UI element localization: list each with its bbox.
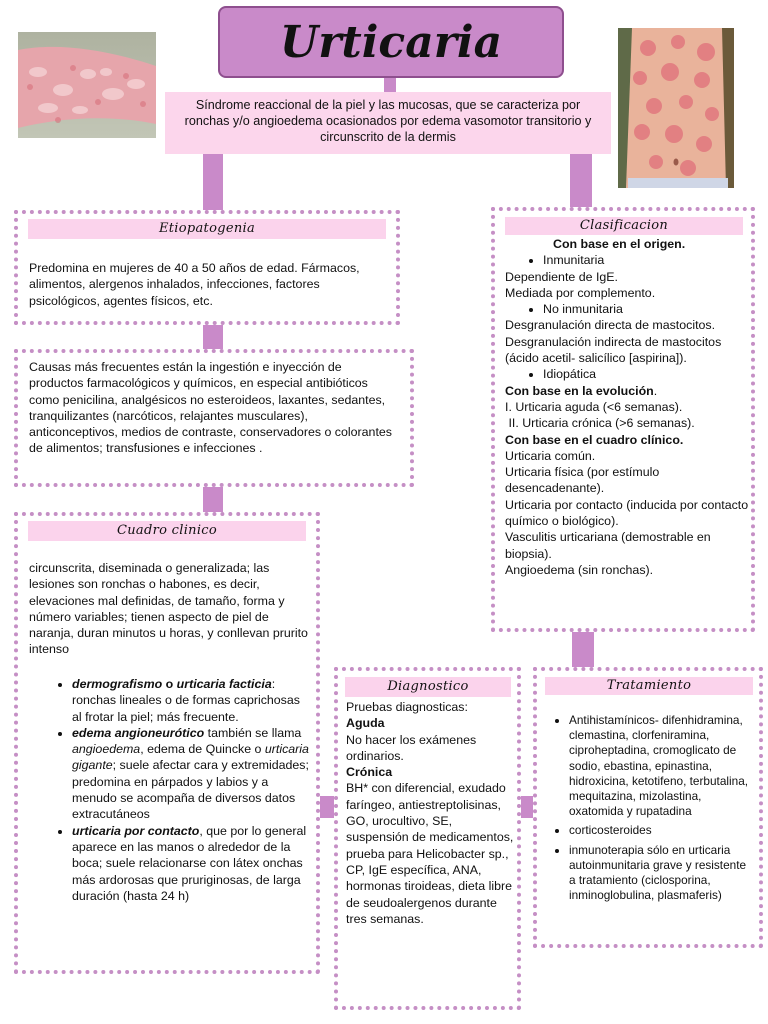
edema-desc-part: también se llama <box>204 725 302 740</box>
cuadro-clinico-list <box>58 676 310 904</box>
term-dermografismo: dermografismo <box>72 677 163 691</box>
list-item <box>72 676 310 725</box>
list-item <box>72 725 310 823</box>
cuadro-clinico-intro: circunscrita, diseminada o generalizada; las lesiones son ronchas o habones, es decir, elevaciones mal definidas, de tamaño, forma y número variables; tienen aspecto de piel de naranja, duran minutos u horas, y conllevan prurito intenso <box>29 561 308 657</box>
arm-urticaria-photo <box>18 32 156 138</box>
connector-clasificacion <box>570 154 592 210</box>
clinico-heading: Con base en el cuadro clínico. <box>505 432 684 447</box>
title-banner <box>218 6 564 78</box>
etiopatogenia-text: Predomina en mujeres de 40 a 50 años de edad. Fármacos, alimentos, alergenos inhalados, infecciones, factores psicológicos, agentes físicos, etc. <box>29 261 360 308</box>
diagnostico-heading: Diagnostico <box>345 677 511 697</box>
origen-heading: Con base en el origen. <box>553 237 686 251</box>
clasificacion-content <box>505 236 749 578</box>
vasculitis-text: Vasculitis urticariana (demostrable en biopsia). <box>505 530 711 561</box>
edema-desc-part: ; suele afectar cara y extremidades; predomina en párpados y labios y a menudo se acompaña de diversos datos extracutáneos <box>72 758 309 822</box>
list-item: • No inmunitaria <box>543 301 749 317</box>
cronica-label: Crónica <box>346 765 393 780</box>
clasificacion-heading: Clasificacion <box>505 217 743 235</box>
term-connector: o <box>162 677 177 691</box>
aguda-desc: No hacer los exámenes ordinarios. <box>346 732 477 763</box>
etiopatogenia-box <box>14 210 400 325</box>
causas-box <box>14 349 414 487</box>
diagnostico-content <box>346 699 516 927</box>
list-item: • corticosteroides <box>569 823 750 838</box>
term-urticaria-facticia: urticaria facticia <box>176 677 272 691</box>
definition-box <box>165 92 611 154</box>
clasificacion-box <box>491 207 755 632</box>
cuadro-clinico-box <box>14 512 320 974</box>
definition-text: Síndrome reaccional de la piel y las mucosas, que se caracteriza por ronchas y/o angioedema ocasionados por edema vasomotor transitorio y circunscrito de la dermis <box>184 98 592 144</box>
causas-text: Causas más frecuentes están la ingestión e inyección de productos farmacológicos y químicos, en especial antibióticos como penicilina, analgésicos no esteroideos, laxantes, sedantes, tranquilizantes (narcóticos, relajantes musculares), anticonceptivos, medios de contraste, conservadores o colorantes de alimentos; transfusiones e infecciones . <box>29 360 392 456</box>
cronica-text: II. Urticaria crónica (>6 semanas). <box>505 416 695 431</box>
evolucion-heading: Con base en la evolución <box>505 383 654 398</box>
fisica-text: Urticaria física (por estímulo desencadenante). <box>505 465 660 496</box>
list-item <box>72 823 310 904</box>
list-item: • Antihistamínicos- difenhidramina, clemastina, clorfeniramina, ciproheptadina, cromoglicato de sodio, ebastina, epinastina, hidroxicina, ketotifeno, terbutalina, mequitazina, mizolastina, oxatomida y rupatadina <box>569 713 750 819</box>
torso-urticaria-photo <box>618 28 734 188</box>
connector-causas <box>203 323 223 351</box>
complemento-text: Mediada por complemento. <box>505 285 656 300</box>
angioedema-text: Angioedema (sin ronchas). <box>505 562 654 577</box>
list-item: • inmunoterapia sólo en urticaria autoinmunitaria grave y resistente a tratamiento (ciclosporina, inminoglobulina, plasmaferis) <box>569 843 750 904</box>
edema-desc-part: , edema de Quincke o <box>140 742 265 757</box>
aguda-label: Aguda <box>346 716 385 731</box>
connector-etiopatogenia <box>203 154 223 212</box>
dermografismo-desc: : ronchas lineales o de formas caprichosas al frotar la piel; más frecuente. <box>72 677 300 724</box>
list-item: • Idiopática <box>543 366 749 382</box>
tratamiento-list <box>545 713 750 903</box>
evolucion-dot: . <box>653 383 658 398</box>
ige-text: Dependiente de IgE. <box>505 269 618 284</box>
diagnostico-box <box>334 667 521 1010</box>
list-item: • Inmunitaria <box>543 252 749 268</box>
comun-text: Urticaria común. <box>505 448 596 463</box>
tratamiento-box <box>533 667 763 948</box>
directa-text: Desgranulación directa de mastocitos. <box>505 318 716 333</box>
aguda-text: I. Urticaria aguda (<6 semanas). <box>505 399 683 414</box>
etiopatogenia-heading: Etiopatogenia <box>28 219 386 239</box>
indirecta-text: Desgranulación indirecta de mastocitos (ácido acetil- salicílico [aspirina]). <box>505 334 722 366</box>
tratamiento-heading: Tratamiento <box>545 677 753 695</box>
connector-cuadro <box>203 484 223 514</box>
cronica-desc: BH* con diferencial, exudado faríngeo, antiestreptolisinas, GO, urocultivo, SE, suspensión de medicamentos, prueba para Helicobacter sp., CP, IgE específica, ANA, hormonas tiroideas, dieta libre de seudoalergenos durante tres semanas. <box>346 781 514 926</box>
connector-tratamiento <box>572 630 594 668</box>
term-urticaria-por-contacto: urticaria por contacto <box>72 823 200 838</box>
term-edema-angioneurotico: edema angioneurótico <box>72 725 205 740</box>
term-angioedema: angioedema <box>72 742 141 757</box>
cuadro-clinico-heading: Cuadro clinico <box>28 521 306 541</box>
term-urticaria-gigante: urticaria gigante <box>72 742 309 773</box>
pruebas-text: Pruebas diagnosticas: <box>346 700 468 714</box>
contacto-desc: , que por lo general aparece en las manos o alrededor de la boca; suele relacionarse con látex onchas más ardorosas que pruriginosas, de larga duración (hasta 24 h) <box>72 823 307 903</box>
page-title: Urticaria <box>279 16 503 68</box>
contacto-text: Urticaria por contacto (inducida por contacto químico o biológico). <box>505 497 749 529</box>
